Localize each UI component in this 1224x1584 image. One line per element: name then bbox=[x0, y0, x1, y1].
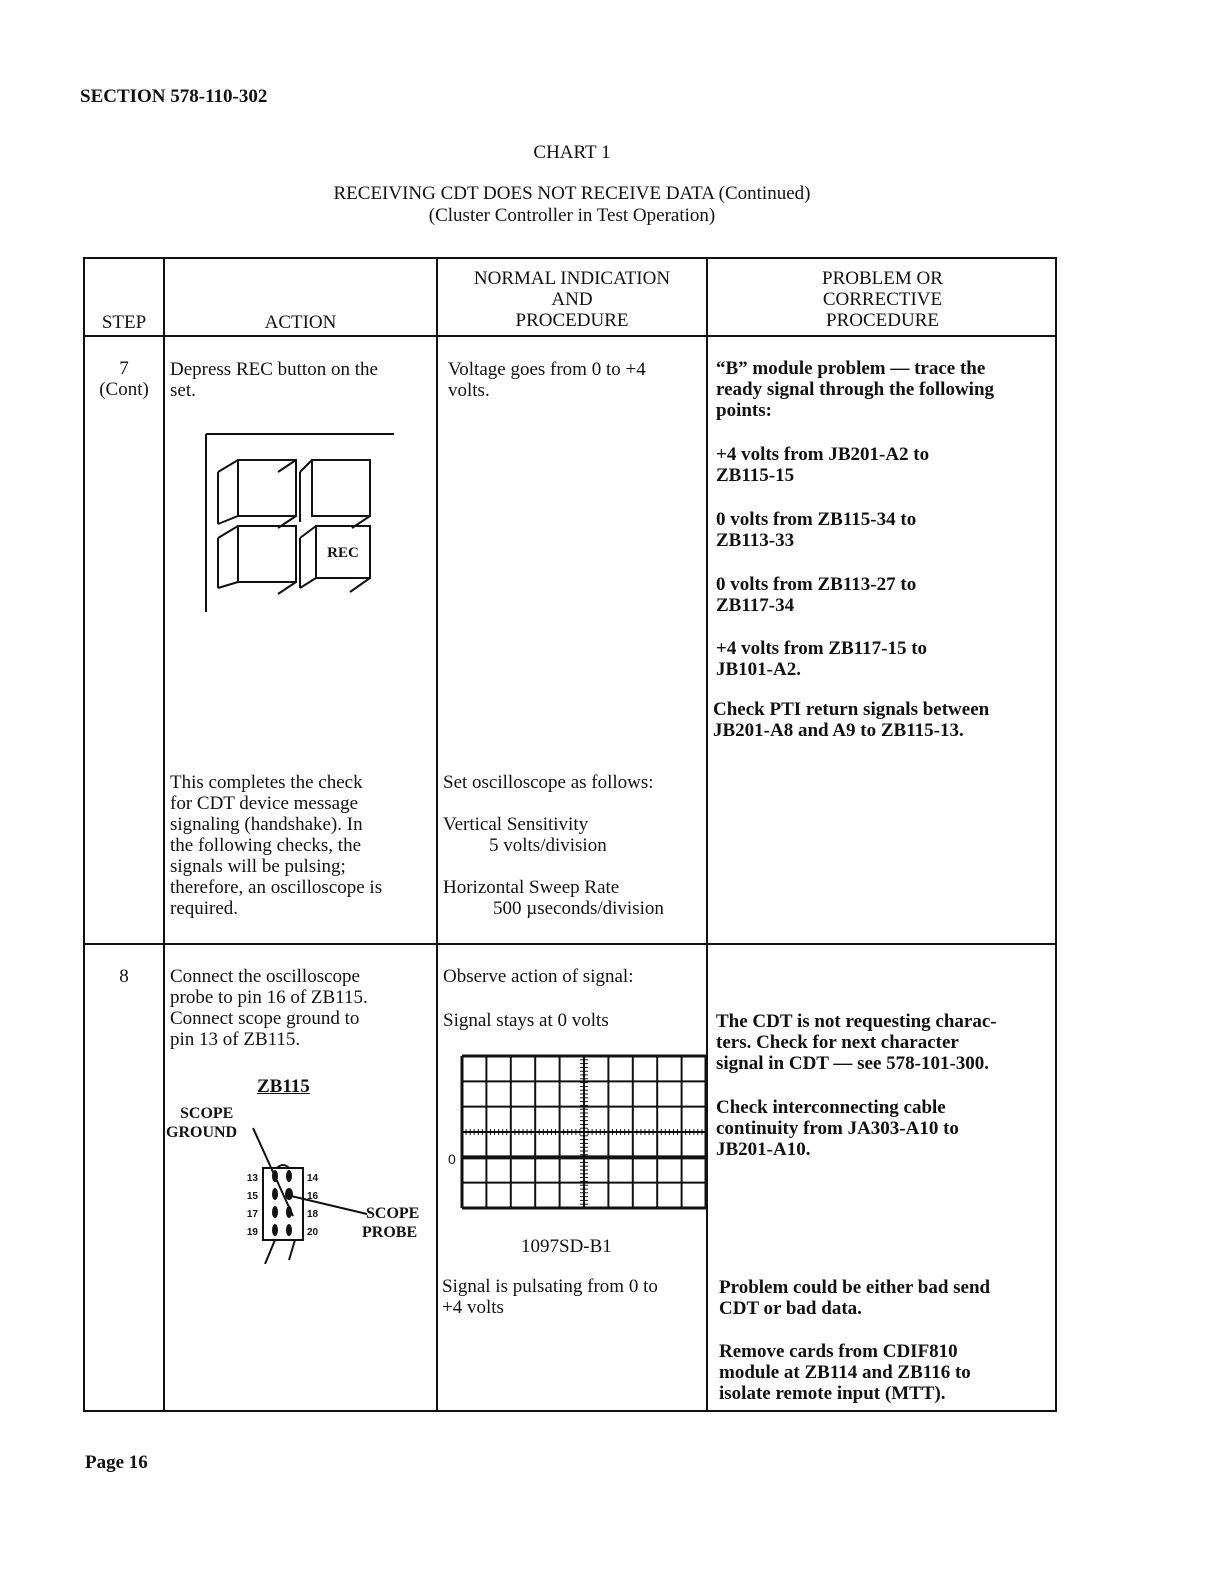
trace-point-5: Check PTI return signals between JB201-A8 and A9 to ZB115-13. bbox=[713, 699, 990, 741]
step7-normal: Voltage goes from 0 to +4 volts. bbox=[448, 359, 646, 401]
case1-problem: The CDT is not requesting charac- ters. Check for next character signal in CDT — see 578-101-300. bbox=[716, 1011, 997, 1074]
scope-probe-label: SCOPE PROBE bbox=[362, 1205, 420, 1241]
case2-remove: Remove cards from CDIF810 module at ZB114 and ZB116 to isolate remote input (MTT). bbox=[719, 1341, 971, 1404]
vertical-label: Vertical Sensitivity bbox=[443, 814, 589, 835]
case1-label: Signal stays at 0 volts bbox=[443, 1010, 609, 1031]
scope-setup: Set oscilloscope as follows: Vertical Sensitivity 5 volts/division Horizontal Sweep Rate 500 µseconds/division bbox=[443, 772, 664, 919]
case2-label: Signal is pulsating from 0 to +4 volts bbox=[442, 1276, 658, 1318]
figure-id: 1097SD-B1 bbox=[521, 1236, 612, 1257]
keypad-illustration bbox=[200, 428, 400, 618]
trace-point-4: +4 volts from ZB117-15 to JB101-A2. bbox=[716, 638, 928, 680]
pins-left: 13 15 17 19 bbox=[246, 1173, 258, 1238]
chart-number: CHART 1 bbox=[533, 142, 611, 163]
vertical-value: 5 volts/division bbox=[489, 835, 607, 856]
section-number: SECTION 578-110-302 bbox=[80, 86, 268, 107]
trace-point-3: 0 volts from ZB113-27 to ZB117-34 bbox=[716, 574, 917, 616]
horizontal-label: Horizontal Sweep Rate bbox=[443, 877, 620, 898]
header-divider bbox=[83, 335, 1057, 337]
pins-right: 14 16 18 20 bbox=[307, 1173, 319, 1238]
page-number: Page 16 bbox=[85, 1452, 148, 1473]
column-divider bbox=[706, 257, 708, 1412]
observe-label: Observe action of signal: bbox=[443, 966, 634, 987]
trace-point-2: 0 volts from ZB115-34 to ZB113-33 bbox=[716, 509, 917, 551]
chip-label: ZB115 bbox=[257, 1076, 310, 1097]
step-8: 8 bbox=[119, 966, 129, 987]
header-normal: NORMAL INDICATION AND PROCEDURE bbox=[473, 268, 671, 331]
step7-action: Depress REC button on the set. bbox=[170, 359, 378, 401]
oscilloscope-graph bbox=[446, 1052, 710, 1212]
header-problem: PROBLEM OR CORRECTIVE PROCEDURE bbox=[822, 268, 943, 331]
header-action: ACTION bbox=[264, 312, 337, 333]
step8-action: Connect the oscilloscope probe to pin 16 of ZB115. Connect scope ground to pin 13 of ZB115. bbox=[170, 966, 368, 1050]
row-divider bbox=[83, 943, 1057, 945]
case1-check: Check interconnecting cable continuity from JA303-A10 to JB201-A10. bbox=[716, 1097, 959, 1160]
step7-note: This completes the check for CDT device message signaling (handshake). In the following checks, the signals will be pulsing; therefore, an oscilloscope is required. bbox=[170, 772, 383, 919]
graph-zero-label: 0 bbox=[448, 1151, 456, 1167]
column-divider bbox=[163, 257, 165, 1412]
scope-ground-label: SCOPE GROUND bbox=[166, 1105, 238, 1141]
rec-button-label: REC bbox=[327, 545, 359, 561]
column-divider bbox=[436, 257, 438, 1412]
step7-problem: “B” module problem — trace the ready signal through the following points: bbox=[716, 358, 995, 421]
header-step: STEP bbox=[101, 312, 147, 333]
trace-point-1: +4 volts from JB201-A2 to ZB115-15 bbox=[716, 444, 930, 486]
chart-title: RECEIVING CDT DOES NOT RECEIVE DATA (Continued) bbox=[333, 183, 811, 204]
case2-problem: Problem could be either bad send CDT or bad data. bbox=[719, 1277, 991, 1319]
horizontal-value: 500 µseconds/division bbox=[493, 898, 664, 919]
step-7: 7 (Cont) bbox=[99, 358, 149, 400]
chart-subtitle: (Cluster Controller in Test Operation) bbox=[428, 205, 716, 226]
